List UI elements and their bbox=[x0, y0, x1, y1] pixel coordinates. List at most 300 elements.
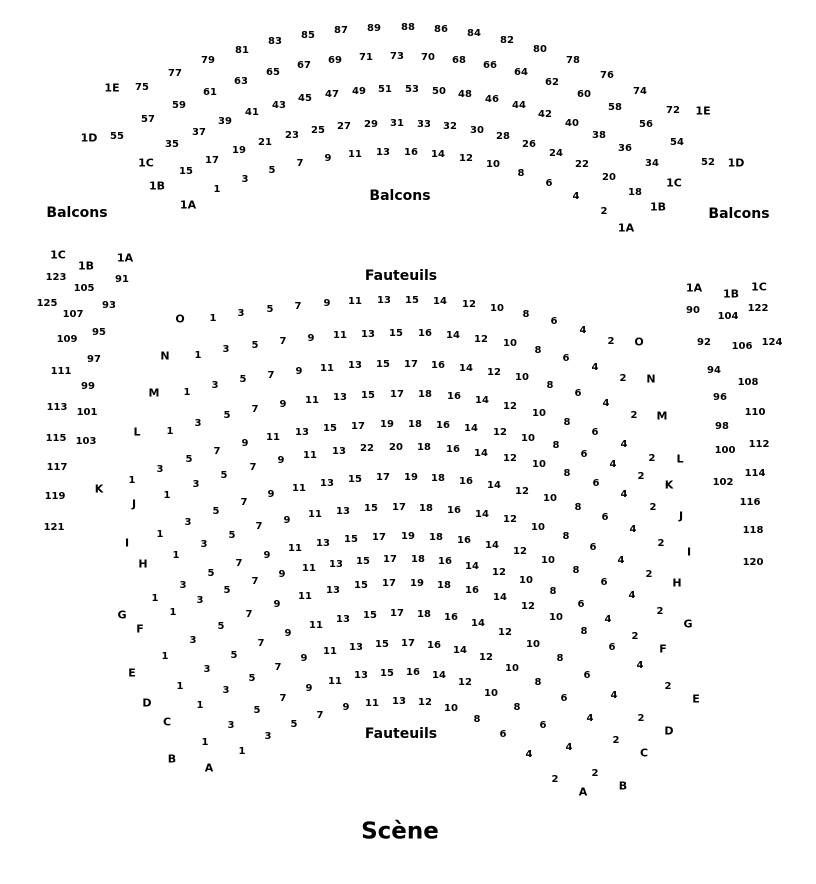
seat-j-6[interactable]: 6 bbox=[592, 478, 600, 489]
seat-i-12[interactable]: 12 bbox=[515, 486, 529, 497]
seat-1b-17[interactable]: 17 bbox=[205, 155, 219, 166]
seat-l-14[interactable]: 14 bbox=[475, 395, 489, 406]
seat-a-10[interactable]: 10 bbox=[444, 703, 458, 714]
seat-side-right-104[interactable]: 104 bbox=[717, 311, 739, 322]
seat-d-16[interactable]: 16 bbox=[444, 612, 458, 623]
seat-1b-24[interactable]: 24 bbox=[549, 148, 563, 159]
seat-a-13[interactable]: 13 bbox=[392, 696, 406, 707]
seat-i-6[interactable]: 6 bbox=[601, 512, 609, 523]
seat-l-7[interactable]: 7 bbox=[251, 404, 259, 415]
seat-j-16[interactable]: 16 bbox=[446, 444, 460, 455]
seat-f-6[interactable]: 6 bbox=[577, 599, 585, 610]
seat-g-13[interactable]: 13 bbox=[316, 538, 330, 549]
seat-j-7[interactable]: 7 bbox=[249, 462, 257, 473]
seat-1b-32[interactable]: 32 bbox=[443, 121, 457, 132]
seat-g-16[interactable]: 16 bbox=[457, 535, 471, 546]
seat-1b-21[interactable]: 21 bbox=[258, 137, 272, 148]
seat-h-18[interactable]: 18 bbox=[419, 503, 433, 514]
seat-side-left-113[interactable]: 113 bbox=[46, 402, 68, 413]
seat-b-5[interactable]: 5 bbox=[253, 705, 261, 716]
seat-e-13[interactable]: 13 bbox=[326, 585, 340, 596]
seat-n-6[interactable]: 6 bbox=[562, 353, 570, 364]
seat-k-19[interactable]: 19 bbox=[380, 419, 394, 430]
seat-c-10[interactable]: 10 bbox=[505, 663, 519, 674]
seat-1a-16[interactable]: 16 bbox=[404, 147, 418, 158]
seat-g-7[interactable]: 7 bbox=[235, 558, 243, 569]
seat-d-4[interactable]: 4 bbox=[610, 690, 618, 701]
seat-1b-26[interactable]: 26 bbox=[522, 139, 536, 150]
seat-1d-71[interactable]: 71 bbox=[359, 52, 373, 63]
seat-o-2[interactable]: 2 bbox=[607, 336, 615, 347]
seat-1d-62[interactable]: 62 bbox=[545, 77, 559, 88]
seat-j-3[interactable]: 3 bbox=[192, 479, 200, 490]
seat-f-14[interactable]: 14 bbox=[465, 561, 479, 572]
seat-1d-66[interactable]: 66 bbox=[483, 60, 497, 71]
seat-f-11[interactable]: 11 bbox=[302, 563, 316, 574]
seat-b-9[interactable]: 9 bbox=[305, 683, 313, 694]
seat-i-5[interactable]: 5 bbox=[212, 506, 220, 517]
seat-k-13[interactable]: 13 bbox=[295, 427, 309, 438]
seat-j-20[interactable]: 20 bbox=[389, 442, 403, 453]
seat-side-right-100[interactable]: 100 bbox=[714, 445, 736, 456]
seat-1d-60[interactable]: 60 bbox=[577, 89, 591, 100]
seat-e-4[interactable]: 4 bbox=[636, 660, 644, 671]
seat-k-4[interactable]: 4 bbox=[609, 459, 617, 470]
seat-j-5[interactable]: 5 bbox=[220, 470, 228, 481]
seat-side-right-94[interactable]: 94 bbox=[707, 365, 721, 376]
seat-1c-51[interactable]: 51 bbox=[378, 84, 392, 95]
seat-b-8[interactable]: 8 bbox=[513, 702, 521, 713]
seat-m-7[interactable]: 7 bbox=[267, 370, 275, 381]
seat-c-15[interactable]: 15 bbox=[375, 639, 389, 650]
seat-f-18[interactable]: 18 bbox=[411, 554, 425, 565]
seat-l-9[interactable]: 9 bbox=[279, 399, 287, 410]
seat-o-8[interactable]: 8 bbox=[522, 309, 530, 320]
seat-d-18[interactable]: 18 bbox=[417, 609, 431, 620]
seat-m-6[interactable]: 6 bbox=[574, 388, 582, 399]
seat-1d-54[interactable]: 54 bbox=[670, 137, 684, 148]
seat-k-6[interactable]: 6 bbox=[580, 449, 588, 460]
seat-o-3[interactable]: 3 bbox=[237, 308, 245, 319]
seat-1b-31[interactable]: 31 bbox=[390, 118, 404, 129]
seat-1b-18[interactable]: 18 bbox=[628, 187, 642, 198]
seat-1d-55[interactable]: 55 bbox=[110, 131, 124, 142]
seat-i-4[interactable]: 4 bbox=[629, 524, 637, 535]
seat-g-2[interactable]: 2 bbox=[656, 606, 664, 617]
seat-i-3[interactable]: 3 bbox=[184, 517, 192, 528]
seat-m-10[interactable]: 10 bbox=[515, 372, 529, 383]
seat-n-12[interactable]: 12 bbox=[474, 334, 488, 345]
seat-f-15[interactable]: 15 bbox=[356, 556, 370, 567]
seat-1b-19[interactable]: 19 bbox=[232, 145, 246, 156]
seat-n-14[interactable]: 14 bbox=[446, 330, 460, 341]
seat-m-12[interactable]: 12 bbox=[487, 367, 501, 378]
seat-b-12[interactable]: 12 bbox=[458, 677, 472, 688]
seat-k-10[interactable]: 10 bbox=[521, 433, 535, 444]
seat-k-18[interactable]: 18 bbox=[408, 419, 422, 430]
seat-k-1[interactable]: 1 bbox=[128, 475, 136, 486]
seat-side-right-122[interactable]: 122 bbox=[747, 303, 769, 314]
seat-j-10[interactable]: 10 bbox=[532, 459, 546, 470]
seat-m-15[interactable]: 15 bbox=[376, 359, 390, 370]
seat-n-13[interactable]: 13 bbox=[361, 329, 375, 340]
seat-1c-41[interactable]: 41 bbox=[245, 107, 259, 118]
seat-i-9[interactable]: 9 bbox=[267, 489, 275, 500]
seat-g-19[interactable]: 19 bbox=[401, 531, 415, 542]
seat-a-4[interactable]: 4 bbox=[525, 749, 533, 760]
seat-a-7[interactable]: 7 bbox=[316, 710, 324, 721]
seat-c-5[interactable]: 5 bbox=[248, 673, 256, 684]
seat-1e-79[interactable]: 79 bbox=[201, 55, 215, 66]
seat-1d-65[interactable]: 65 bbox=[266, 67, 280, 78]
seat-e-9[interactable]: 9 bbox=[273, 599, 281, 610]
seat-side-right-116[interactable]: 116 bbox=[739, 497, 761, 508]
seat-1b-20[interactable]: 20 bbox=[602, 172, 616, 183]
seat-d-9[interactable]: 9 bbox=[284, 628, 292, 639]
seat-m-13[interactable]: 13 bbox=[348, 360, 362, 371]
seat-m-2[interactable]: 2 bbox=[630, 410, 638, 421]
seat-h-8[interactable]: 8 bbox=[562, 531, 570, 542]
seat-a-1[interactable]: 1 bbox=[238, 746, 246, 757]
seat-c-17[interactable]: 17 bbox=[401, 638, 415, 649]
seat-k-9[interactable]: 9 bbox=[241, 438, 249, 449]
seat-i-18[interactable]: 18 bbox=[431, 473, 445, 484]
seat-e-8[interactable]: 8 bbox=[580, 626, 588, 637]
seat-f-8[interactable]: 8 bbox=[549, 586, 557, 597]
seat-side-right-110[interactable]: 110 bbox=[744, 407, 766, 418]
seat-j-12[interactable]: 12 bbox=[503, 453, 517, 464]
seat-1d-73[interactable]: 73 bbox=[390, 51, 404, 62]
seat-d-17[interactable]: 17 bbox=[390, 608, 404, 619]
seat-n-3[interactable]: 3 bbox=[222, 344, 230, 355]
seat-1c-47[interactable]: 47 bbox=[325, 89, 339, 100]
seat-f-12[interactable]: 12 bbox=[492, 567, 506, 578]
seat-side-left-95[interactable]: 95 bbox=[92, 327, 106, 338]
seat-k-12[interactable]: 12 bbox=[493, 427, 507, 438]
seat-b-3[interactable]: 3 bbox=[227, 720, 235, 731]
seat-side-left-109[interactable]: 109 bbox=[56, 334, 78, 345]
seat-k-15[interactable]: 15 bbox=[323, 423, 337, 434]
seat-j-9[interactable]: 9 bbox=[277, 455, 285, 466]
seat-1b-33[interactable]: 33 bbox=[417, 119, 431, 130]
seat-1a-14[interactable]: 14 bbox=[431, 149, 445, 160]
seat-h-12[interactable]: 12 bbox=[503, 514, 517, 525]
seat-c-9[interactable]: 9 bbox=[300, 653, 308, 664]
seat-1e-81[interactable]: 81 bbox=[235, 45, 249, 56]
seat-d-11[interactable]: 11 bbox=[309, 620, 323, 631]
seat-1e-75[interactable]: 75 bbox=[135, 82, 149, 93]
seat-l-15[interactable]: 15 bbox=[361, 390, 375, 401]
seat-o-7[interactable]: 7 bbox=[294, 301, 302, 312]
seat-b-6[interactable]: 6 bbox=[539, 720, 547, 731]
seat-a-3[interactable]: 3 bbox=[264, 731, 272, 742]
seat-o-13[interactable]: 13 bbox=[377, 295, 391, 306]
seat-1a-12[interactable]: 12 bbox=[459, 153, 473, 164]
seat-c-4[interactable]: 4 bbox=[586, 713, 594, 724]
seat-i-19[interactable]: 19 bbox=[404, 472, 418, 483]
seat-i-15[interactable]: 15 bbox=[348, 474, 362, 485]
seat-h-3[interactable]: 3 bbox=[200, 539, 208, 550]
seat-c-14[interactable]: 14 bbox=[453, 645, 467, 656]
seat-e-3[interactable]: 3 bbox=[189, 635, 197, 646]
seat-d-14[interactable]: 14 bbox=[471, 618, 485, 629]
seat-side-right-118[interactable]: 118 bbox=[742, 525, 764, 536]
seat-o-1[interactable]: 1 bbox=[209, 313, 217, 324]
seat-b-13[interactable]: 13 bbox=[354, 670, 368, 681]
seat-side-left-121[interactable]: 121 bbox=[43, 522, 65, 533]
seat-1e-86[interactable]: 86 bbox=[434, 24, 448, 35]
seat-k-8[interactable]: 8 bbox=[552, 440, 560, 451]
seat-side-left-119[interactable]: 119 bbox=[44, 491, 66, 502]
seat-1c-53[interactable]: 53 bbox=[405, 84, 419, 95]
seat-1e-89[interactable]: 89 bbox=[367, 23, 381, 34]
seat-1c-45[interactable]: 45 bbox=[298, 93, 312, 104]
seat-b-16[interactable]: 16 bbox=[406, 667, 420, 678]
seat-n-7[interactable]: 7 bbox=[279, 336, 287, 347]
seat-1d-69[interactable]: 69 bbox=[328, 55, 342, 66]
seat-g-18[interactable]: 18 bbox=[429, 532, 443, 543]
seat-d-3[interactable]: 3 bbox=[203, 664, 211, 675]
seat-g-17[interactable]: 17 bbox=[372, 532, 386, 543]
seat-j-11[interactable]: 11 bbox=[303, 450, 317, 461]
seat-side-left-123[interactable]: 123 bbox=[45, 272, 67, 283]
seat-e-7[interactable]: 7 bbox=[245, 609, 253, 620]
seat-b-11[interactable]: 11 bbox=[328, 676, 342, 687]
seat-m-11[interactable]: 11 bbox=[320, 363, 334, 374]
seat-o-4[interactable]: 4 bbox=[579, 325, 587, 336]
seat-n-5[interactable]: 5 bbox=[251, 340, 259, 351]
seat-n-15[interactable]: 15 bbox=[389, 328, 403, 339]
seat-d-5[interactable]: 5 bbox=[230, 650, 238, 661]
seat-g-11[interactable]: 11 bbox=[288, 543, 302, 554]
seat-c-12[interactable]: 12 bbox=[479, 652, 493, 663]
seat-1b-25[interactable]: 25 bbox=[311, 125, 325, 136]
seat-e-17[interactable]: 17 bbox=[382, 578, 396, 589]
seat-h-14[interactable]: 14 bbox=[475, 509, 489, 520]
seat-a-11[interactable]: 11 bbox=[365, 698, 379, 709]
seat-1c-50[interactable]: 50 bbox=[432, 86, 446, 97]
seat-a-6[interactable]: 6 bbox=[499, 729, 507, 740]
seat-1a-9[interactable]: 9 bbox=[324, 153, 332, 164]
seat-o-5[interactable]: 5 bbox=[266, 304, 274, 315]
seat-b-14[interactable]: 14 bbox=[432, 670, 446, 681]
seat-m-5[interactable]: 5 bbox=[239, 374, 247, 385]
seat-1a-4[interactable]: 4 bbox=[572, 191, 580, 202]
seat-c-3[interactable]: 3 bbox=[222, 685, 230, 696]
seat-d-2[interactable]: 2 bbox=[637, 713, 645, 724]
seat-i-16[interactable]: 16 bbox=[459, 476, 473, 487]
seat-side-right-92[interactable]: 92 bbox=[697, 337, 711, 348]
seat-e-5[interactable]: 5 bbox=[217, 621, 225, 632]
seat-1c-39[interactable]: 39 bbox=[218, 116, 232, 127]
seat-side-right-108[interactable]: 108 bbox=[737, 377, 759, 388]
seat-1c-48[interactable]: 48 bbox=[458, 89, 472, 100]
seat-1a-7[interactable]: 7 bbox=[296, 158, 304, 169]
seat-h-13[interactable]: 13 bbox=[336, 506, 350, 517]
seat-o-10[interactable]: 10 bbox=[490, 303, 504, 314]
seat-g-4[interactable]: 4 bbox=[628, 590, 636, 601]
seat-m-17[interactable]: 17 bbox=[404, 359, 418, 370]
seat-side-left-125[interactable]: 125 bbox=[36, 298, 58, 309]
seat-1c-38[interactable]: 38 bbox=[592, 130, 606, 141]
seat-side-left-105[interactable]: 105 bbox=[73, 283, 95, 294]
seat-1e-74[interactable]: 74 bbox=[633, 86, 647, 97]
seat-k-16[interactable]: 16 bbox=[436, 420, 450, 431]
seat-d-12[interactable]: 12 bbox=[498, 627, 512, 638]
seat-side-left-99[interactable]: 99 bbox=[81, 381, 95, 392]
seat-j-2[interactable]: 2 bbox=[649, 502, 657, 513]
seat-f-16[interactable]: 16 bbox=[438, 556, 452, 567]
seat-o-15[interactable]: 15 bbox=[405, 295, 419, 306]
seat-1a-13[interactable]: 13 bbox=[376, 147, 390, 158]
seat-k-5[interactable]: 5 bbox=[185, 454, 193, 465]
seat-1e-87[interactable]: 87 bbox=[334, 25, 348, 36]
seat-n-16[interactable]: 16 bbox=[418, 328, 432, 339]
seat-l-13[interactable]: 13 bbox=[333, 392, 347, 403]
seat-i-2[interactable]: 2 bbox=[657, 538, 665, 549]
seat-1e-80[interactable]: 80 bbox=[533, 44, 547, 55]
seat-k-2[interactable]: 2 bbox=[637, 471, 645, 482]
seat-f-2[interactable]: 2 bbox=[631, 631, 639, 642]
seat-side-right-96[interactable]: 96 bbox=[713, 392, 727, 403]
seat-o-11[interactable]: 11 bbox=[348, 296, 362, 307]
seat-1a-11[interactable]: 11 bbox=[348, 149, 362, 160]
seat-g-9[interactable]: 9 bbox=[263, 550, 271, 561]
seat-d-6[interactable]: 6 bbox=[583, 670, 591, 681]
seat-side-right-114[interactable]: 114 bbox=[744, 468, 766, 479]
seat-1c-37[interactable]: 37 bbox=[192, 127, 206, 138]
seat-b-10[interactable]: 10 bbox=[484, 688, 498, 699]
seat-side-right-98[interactable]: 98 bbox=[715, 421, 729, 432]
seat-h-10[interactable]: 10 bbox=[531, 522, 545, 533]
seat-l-2[interactable]: 2 bbox=[648, 453, 656, 464]
seat-h-2[interactable]: 2 bbox=[645, 569, 653, 580]
seat-1c-40[interactable]: 40 bbox=[565, 118, 579, 129]
seat-h-15[interactable]: 15 bbox=[364, 503, 378, 514]
seat-1e-85[interactable]: 85 bbox=[301, 30, 315, 41]
seat-1c-36[interactable]: 36 bbox=[618, 143, 632, 154]
seat-e-6[interactable]: 6 bbox=[608, 642, 616, 653]
seat-side-right-120[interactable]: 120 bbox=[742, 557, 764, 568]
seat-o-6[interactable]: 6 bbox=[550, 316, 558, 327]
seat-k-11[interactable]: 11 bbox=[266, 432, 280, 443]
seat-f-5[interactable]: 5 bbox=[223, 585, 231, 596]
seat-b-2[interactable]: 2 bbox=[591, 768, 599, 779]
seat-l-4[interactable]: 4 bbox=[620, 439, 628, 450]
seat-h-17[interactable]: 17 bbox=[392, 502, 406, 513]
seat-1a-3[interactable]: 3 bbox=[241, 174, 249, 185]
seat-g-10[interactable]: 10 bbox=[541, 555, 555, 566]
seat-f-4[interactable]: 4 bbox=[604, 614, 612, 625]
seat-l-18[interactable]: 18 bbox=[418, 389, 432, 400]
seat-l-11[interactable]: 11 bbox=[305, 395, 319, 406]
seat-b-4[interactable]: 4 bbox=[565, 742, 573, 753]
seat-1e-76[interactable]: 76 bbox=[600, 70, 614, 81]
seat-f-17[interactable]: 17 bbox=[383, 554, 397, 565]
seat-1c-35[interactable]: 35 bbox=[165, 139, 179, 150]
seat-side-left-111[interactable]: 111 bbox=[50, 366, 72, 377]
seat-1b-30[interactable]: 30 bbox=[470, 125, 484, 136]
seat-1e-77[interactable]: 77 bbox=[168, 68, 182, 79]
seat-side-right-106[interactable]: 106 bbox=[731, 341, 753, 352]
seat-n-8[interactable]: 8 bbox=[534, 345, 542, 356]
seat-c-11[interactable]: 11 bbox=[323, 646, 337, 657]
seat-d-10[interactable]: 10 bbox=[526, 639, 540, 650]
seat-side-left-93[interactable]: 93 bbox=[102, 300, 116, 311]
seat-k-17[interactable]: 17 bbox=[351, 421, 365, 432]
seat-o-12[interactable]: 12 bbox=[462, 299, 476, 310]
seat-l-12[interactable]: 12 bbox=[503, 401, 517, 412]
seat-h-11[interactable]: 11 bbox=[308, 509, 322, 520]
seat-e-1[interactable]: 1 bbox=[161, 651, 169, 662]
seat-h-7[interactable]: 7 bbox=[255, 521, 263, 532]
seat-i-14[interactable]: 14 bbox=[487, 480, 501, 491]
seat-n-11[interactable]: 11 bbox=[333, 330, 347, 341]
seat-i-1[interactable]: 1 bbox=[156, 529, 164, 540]
seat-h-1[interactable]: 1 bbox=[172, 550, 180, 561]
seat-n-9[interactable]: 9 bbox=[307, 333, 315, 344]
seat-c-16[interactable]: 16 bbox=[427, 640, 441, 651]
seat-1d-64[interactable]: 64 bbox=[514, 67, 528, 78]
seat-d-13[interactable]: 13 bbox=[336, 614, 350, 625]
seat-side-left-101[interactable]: 101 bbox=[76, 407, 98, 418]
seat-h-4[interactable]: 4 bbox=[617, 555, 625, 566]
seat-1d-52[interactable]: 52 bbox=[701, 157, 715, 168]
seat-1b-28[interactable]: 28 bbox=[496, 131, 510, 142]
seat-1b-29[interactable]: 29 bbox=[364, 119, 378, 130]
seat-m-14[interactable]: 14 bbox=[459, 363, 473, 374]
seat-1e-72[interactable]: 72 bbox=[666, 105, 680, 116]
seat-m-16[interactable]: 16 bbox=[431, 360, 445, 371]
seat-1c-43[interactable]: 43 bbox=[272, 100, 286, 111]
seat-e-15[interactable]: 15 bbox=[354, 580, 368, 591]
seat-b-7[interactable]: 7 bbox=[279, 693, 287, 704]
seat-i-7[interactable]: 7 bbox=[240, 497, 248, 508]
seat-m-4[interactable]: 4 bbox=[602, 398, 610, 409]
seat-1b-15[interactable]: 15 bbox=[179, 166, 193, 177]
seat-1d-59[interactable]: 59 bbox=[172, 100, 186, 111]
seat-1a-1[interactable]: 1 bbox=[213, 184, 221, 195]
seat-l-3[interactable]: 3 bbox=[194, 418, 202, 429]
seat-m-3[interactable]: 3 bbox=[211, 380, 219, 391]
seat-a-5[interactable]: 5 bbox=[290, 719, 298, 730]
seat-side-right-102[interactable]: 102 bbox=[712, 477, 734, 488]
seat-l-1[interactable]: 1 bbox=[166, 426, 174, 437]
seat-1a-10[interactable]: 10 bbox=[486, 159, 500, 170]
seat-n-2[interactable]: 2 bbox=[619, 373, 627, 384]
seat-l-16[interactable]: 16 bbox=[447, 391, 461, 402]
seat-1d-56[interactable]: 56 bbox=[639, 119, 653, 130]
seat-1e-88[interactable]: 88 bbox=[401, 22, 415, 33]
seat-d-8[interactable]: 8 bbox=[556, 653, 564, 664]
seat-c-1[interactable]: 1 bbox=[196, 700, 204, 711]
seat-d-1[interactable]: 1 bbox=[176, 681, 184, 692]
seat-1e-78[interactable]: 78 bbox=[566, 55, 580, 66]
seat-g-15[interactable]: 15 bbox=[344, 534, 358, 545]
seat-f-10[interactable]: 10 bbox=[519, 575, 533, 586]
seat-l-17[interactable]: 17 bbox=[390, 389, 404, 400]
seat-f-9[interactable]: 9 bbox=[278, 569, 286, 580]
seat-a-12[interactable]: 12 bbox=[418, 697, 432, 708]
seat-d-7[interactable]: 7 bbox=[257, 638, 265, 649]
seat-h-16[interactable]: 16 bbox=[447, 505, 461, 516]
seat-side-left-103[interactable]: 103 bbox=[75, 436, 97, 447]
seat-g-3[interactable]: 3 bbox=[179, 580, 187, 591]
seat-side-right-90[interactable]: 90 bbox=[686, 305, 700, 316]
seat-g-1[interactable]: 1 bbox=[151, 593, 159, 604]
seat-e-12[interactable]: 12 bbox=[521, 601, 535, 612]
seat-o-9[interactable]: 9 bbox=[323, 298, 331, 309]
